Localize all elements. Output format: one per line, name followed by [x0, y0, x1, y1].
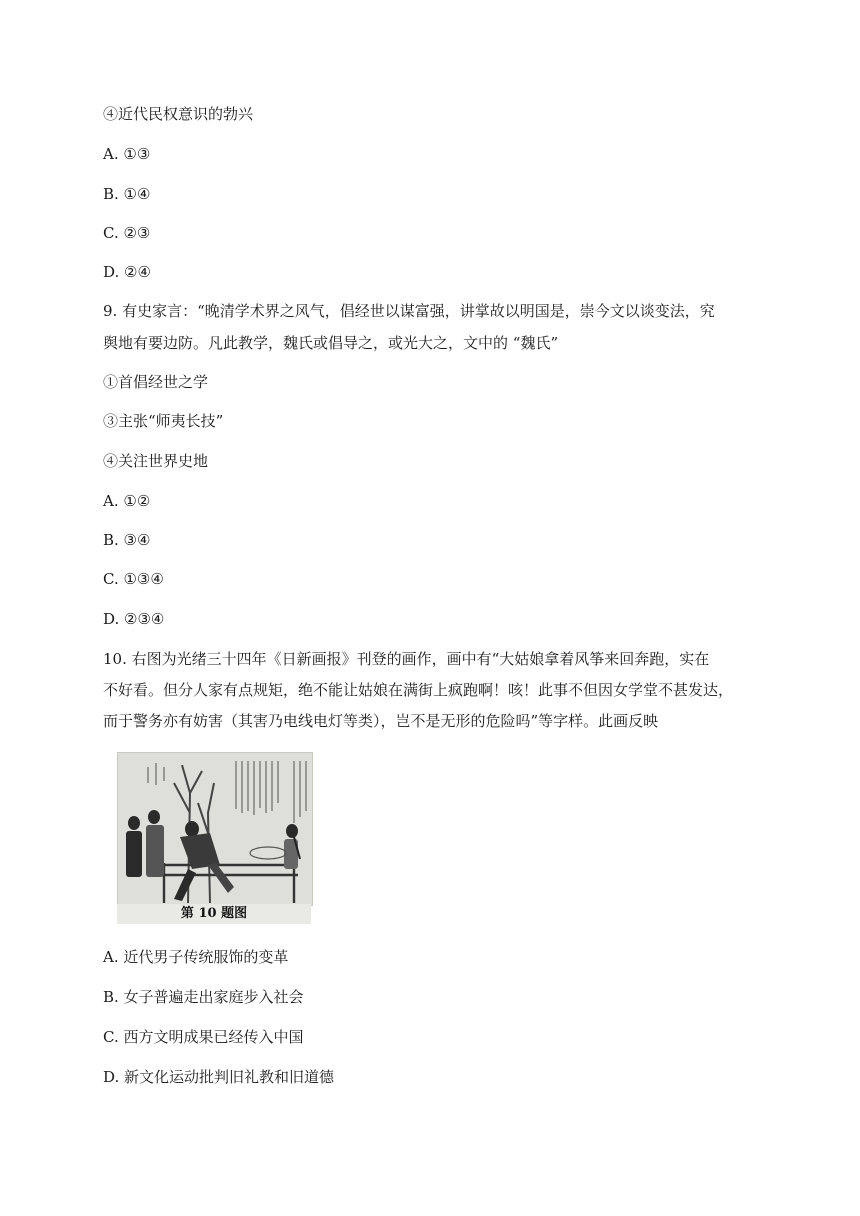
q10-option-d: D. 新文化运动批判旧礼教和旧道德 [103, 1068, 335, 1086]
q9-item-4: ④关注世界史地 [103, 452, 209, 470]
q9-option-a: A. ①② [103, 492, 151, 510]
q9-item-1: ①首倡经世之学 [103, 373, 209, 391]
q10-figure-caption: 第 10 题图 [117, 904, 311, 924]
q10-option-c: C. 西方文明成果已经传入中国 [103, 1028, 304, 1046]
q10-illustration-art [118, 753, 312, 905]
q8-option-c: C. ②③ [103, 224, 151, 242]
q10-stem-line-2: 不好看。但分人家有点规矩，绝不能让姑娘在满街上疯跑啊！咳！此事不但因女学堂不甚发达， [103, 681, 734, 699]
q8-option-b: B. ①④ [103, 185, 151, 203]
q10-stem-line-1: 10. 右图为光绪三十四年《日新画报》刊登的画作，画中有“大姑娘拿着风筝来回奔跑，实在 [103, 650, 710, 668]
q8-item-4: ④近代民权意识的勃兴 [103, 105, 254, 123]
q10-stem-line-3: 而于警务亦有妨害（其害乃电线电灯等类），岂不是无形的危险吗”等字样。此画反映 [103, 712, 659, 730]
q9-option-b: B. ③④ [103, 531, 151, 549]
q8-option-a: A. ①③ [103, 145, 151, 163]
q10-figure [103, 752, 311, 927]
q10-option-b: B. 女子普遍走出家庭步入社会 [103, 988, 304, 1006]
q10-option-a: A. 近代男子传统服饰的变革 [103, 948, 289, 966]
q9-stem-line-1: 9. 有史家言：“晚清学术界之风气，倡经世以谋富强，讲掌故以明国是，崇今文以谈变法，究 [103, 302, 715, 320]
q9-option-c: C. ①③④ [103, 570, 164, 588]
q10-illustration [117, 752, 313, 906]
q9-option-d: D. ②③④ [103, 610, 165, 628]
q8-option-d: D. ②④ [103, 263, 151, 281]
q9-item-3: ③主张“师夷长技” [103, 412, 224, 430]
q9-stem-line-2: 舆地有要边防。凡此教学，魏氏或倡导之，或光大之，文中的 “魏氏” [103, 334, 559, 352]
